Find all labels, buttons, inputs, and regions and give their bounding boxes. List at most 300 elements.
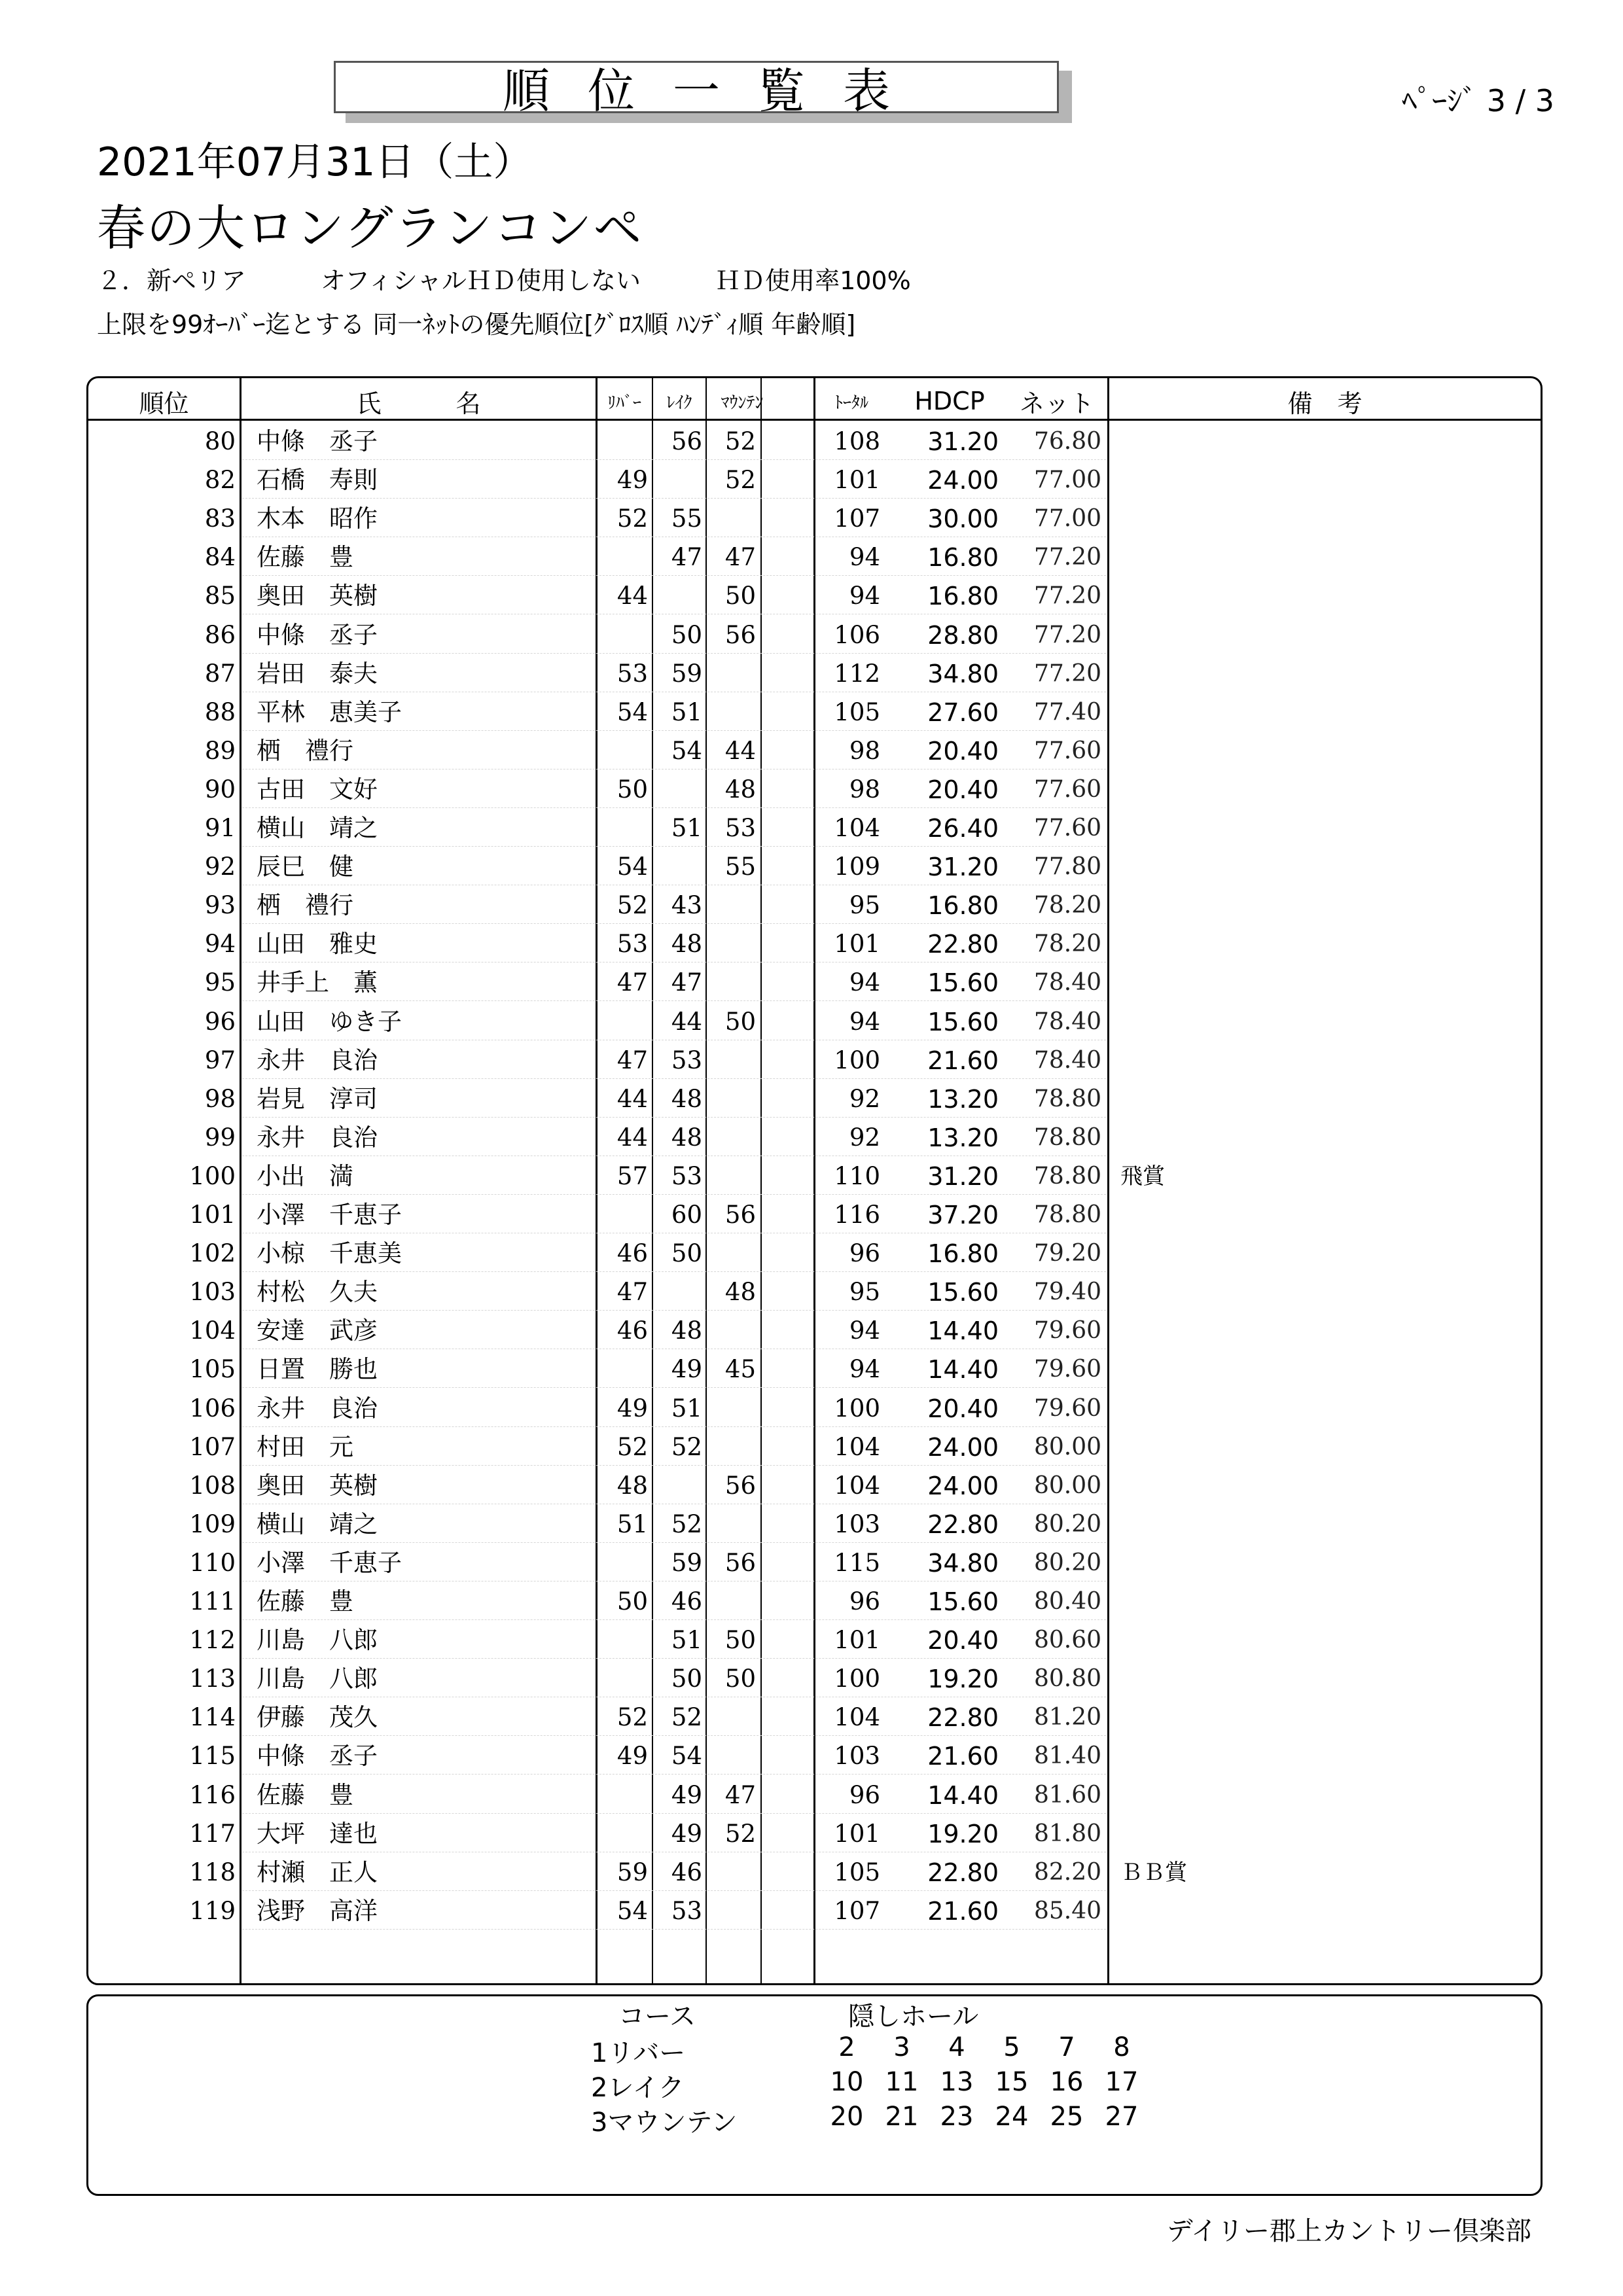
hdcp-value: 24.00 — [927, 1471, 999, 1500]
total-score: 115 — [834, 1548, 880, 1577]
rank-cell: 117 — [189, 1819, 236, 1848]
player-name: 大坪 達也 — [257, 1819, 378, 1848]
hdcp-value: 15.60 — [927, 1587, 999, 1616]
player-name: 安達 武彦 — [257, 1316, 378, 1345]
course3-score: 56 — [724, 1548, 756, 1577]
course2-score: 52 — [671, 1703, 702, 1732]
total-score: 100 — [834, 1046, 880, 1074]
player-name: 岩田 泰夫 — [257, 659, 378, 688]
rank-cell: 89 — [204, 736, 236, 765]
table-row — [0, 1312, 1623, 1351]
hdcp-value: 21.60 — [927, 1896, 999, 1926]
rank-cell: 115 — [189, 1742, 236, 1771]
course1-score: 51 — [616, 1510, 648, 1538]
net-score: 78.80 — [1033, 1201, 1101, 1228]
total-score: 98 — [849, 736, 880, 765]
hdcp-value: 15.60 — [927, 1007, 999, 1036]
net-score: 77.20 — [1033, 621, 1101, 648]
page-number: ﾍﾟｰｼﾞ 3 / 3 — [1402, 83, 1554, 118]
rank-cell: 108 — [189, 1471, 236, 1500]
row-separator — [242, 1387, 1106, 1388]
net-score: 79.60 — [1033, 1356, 1101, 1383]
hdcp-value: 37.20 — [927, 1201, 999, 1229]
net-score: 80.00 — [1033, 1472, 1101, 1499]
total-score: 104 — [834, 1471, 880, 1500]
hdcp-value: 31.20 — [927, 853, 999, 882]
course3-score: 55 — [724, 853, 756, 881]
course1-score: 52 — [616, 1703, 648, 1732]
table-row — [0, 848, 1623, 887]
net-score: 77.20 — [1033, 660, 1101, 687]
net-score: 78.20 — [1033, 892, 1101, 919]
course-label: 3マウンテン — [591, 2108, 738, 2138]
hdcp-value: 14.40 — [927, 1355, 999, 1385]
net-score: 77.80 — [1033, 853, 1101, 881]
course1-score: 50 — [616, 775, 648, 804]
player-name: 永井 良治 — [257, 1394, 378, 1422]
net-score: 77.60 — [1033, 737, 1101, 764]
row-separator — [242, 1542, 1106, 1543]
table-row — [0, 1157, 1623, 1196]
row-separator — [242, 807, 1106, 808]
hdcp-value: 22.80 — [927, 1510, 999, 1539]
total-score: 95 — [849, 1278, 880, 1307]
total-score: 105 — [834, 698, 880, 726]
course2-score: 48 — [671, 1084, 702, 1113]
table-row — [0, 1235, 1623, 1273]
player-name: 栖 禮行 — [257, 891, 353, 920]
hidden-hole-number: 10 — [830, 2067, 864, 2097]
player-name: 奥田 英樹 — [257, 1471, 378, 1500]
course3-score: 52 — [724, 466, 756, 495]
table-row — [0, 1390, 1623, 1428]
player-name: 中條 丞子 — [257, 1742, 378, 1771]
total-score: 96 — [849, 1780, 880, 1809]
total-score: 101 — [834, 466, 880, 495]
row-separator — [242, 730, 1106, 731]
row-separator — [242, 1310, 1106, 1311]
course2-score: 46 — [671, 1587, 702, 1616]
player-name: 横山 靖之 — [257, 814, 378, 842]
player-name: 村瀬 正人 — [257, 1858, 378, 1886]
hidden-hole-number: 5 — [1003, 2032, 1020, 2062]
table-row — [0, 1196, 1623, 1235]
course1-score: 59 — [616, 1858, 648, 1886]
rank-cell: 88 — [204, 698, 236, 726]
course3-score: 47 — [724, 1780, 756, 1809]
course2-score: 43 — [671, 891, 702, 920]
hdcp-value: 30.00 — [927, 504, 999, 534]
row-separator — [242, 1271, 1106, 1272]
course2-score: 50 — [671, 620, 702, 649]
total-score: 103 — [834, 1510, 880, 1538]
course3-score: 56 — [724, 1471, 756, 1500]
total-score: 109 — [834, 853, 880, 881]
table-row — [0, 1042, 1623, 1080]
table-row — [0, 655, 1623, 694]
course2-score: 49 — [671, 1780, 702, 1809]
hidden-hole-number: 17 — [1105, 2067, 1139, 2097]
player-name: 小出 満 — [257, 1161, 353, 1190]
hdcp-value: 16.80 — [927, 1239, 999, 1269]
course2-score: 48 — [671, 1123, 702, 1152]
player-name: 横山 靖之 — [257, 1510, 378, 1538]
hdcp-value: 31.20 — [927, 427, 999, 456]
table-row — [0, 1467, 1623, 1506]
hidden-hole-number: 27 — [1105, 2102, 1139, 2132]
hidden-hole-number: 15 — [995, 2067, 1029, 2097]
total-score: 92 — [849, 1123, 880, 1152]
course1-score: 44 — [616, 582, 648, 610]
player-name: 永井 良治 — [257, 1123, 378, 1152]
hdcp-value: 22.80 — [927, 930, 999, 959]
course3-score: 52 — [724, 427, 756, 455]
column-header-rank: 順位 — [139, 389, 189, 418]
rank-cell: 83 — [204, 504, 236, 533]
hdcp-value: 14.40 — [927, 1316, 999, 1346]
player-name: 小澤 千恵子 — [257, 1201, 402, 1229]
course2-score: 49 — [671, 1355, 702, 1384]
course1-score: 54 — [616, 698, 648, 726]
row-separator — [242, 459, 1106, 460]
course1-score: 49 — [616, 1742, 648, 1771]
course-info-box — [86, 1994, 1543, 2196]
table-row — [0, 1737, 1623, 1776]
course2-score: 56 — [671, 427, 702, 455]
course1-score: 54 — [616, 853, 648, 881]
rank-cell: 98 — [204, 1084, 236, 1113]
rank-cell: 95 — [204, 968, 236, 997]
course2-score: 60 — [671, 1201, 702, 1229]
player-name: 石橋 寿則 — [257, 466, 378, 495]
rank-cell: 85 — [204, 582, 236, 610]
course1-score: 49 — [616, 1394, 648, 1422]
tie-break-rules: 上限を99ｵｰﾊﾞｰ迄とする 同一ﾈｯﾄの優先順位[ｸﾞﾛｽ順 ﾊﾝﾃﾞｨ順 年齢順] — [97, 310, 856, 339]
event-name: 春の大ロングランコンペ — [97, 200, 643, 256]
net-score: 81.60 — [1033, 1781, 1101, 1809]
table-row — [0, 1815, 1623, 1854]
total-score: 101 — [834, 1626, 880, 1655]
rank-cell: 113 — [189, 1665, 236, 1693]
course1-score: 44 — [616, 1084, 648, 1113]
course2-score: 51 — [671, 698, 702, 726]
course1-score: 52 — [616, 504, 648, 533]
net-score: 82.20 — [1033, 1858, 1101, 1886]
total-score: 100 — [834, 1394, 880, 1422]
course1-score: 53 — [616, 930, 648, 959]
hidden-hole-number: 20 — [830, 2102, 864, 2132]
net-score: 77.00 — [1033, 505, 1101, 533]
rank-cell: 109 — [189, 1510, 236, 1538]
rank-cell: 93 — [204, 891, 236, 920]
rank-cell: 96 — [204, 1007, 236, 1036]
total-score: 98 — [849, 775, 880, 804]
table-row — [0, 1776, 1623, 1815]
title-box — [334, 61, 1059, 118]
course1-score: 49 — [616, 466, 648, 495]
row-separator — [242, 1735, 1106, 1736]
total-score: 112 — [834, 659, 880, 688]
table-row — [0, 1080, 1623, 1119]
table-row — [0, 1660, 1623, 1699]
rank-cell: 102 — [189, 1239, 236, 1268]
rank-cell: 80 — [204, 427, 236, 455]
table-row — [0, 1699, 1623, 1737]
course2-score: 55 — [671, 504, 702, 533]
player-name: 山田 ゆき子 — [257, 1007, 402, 1036]
column-header-name: 氏 名 — [356, 389, 481, 418]
net-score: 85.40 — [1033, 1897, 1101, 1924]
row-separator — [242, 1194, 1106, 1195]
player-name: 佐藤 豊 — [257, 1587, 353, 1616]
hdcp-value: 13.20 — [927, 1123, 999, 1152]
course3-score: 45 — [724, 1355, 756, 1384]
rank-cell: 116 — [189, 1780, 236, 1809]
hdcp-value: 19.20 — [927, 1665, 999, 1694]
hdcp-value: 27.60 — [927, 698, 999, 727]
total-score: 105 — [834, 1858, 880, 1886]
hdcp-value: 26.40 — [927, 814, 999, 843]
table-row — [0, 500, 1623, 539]
total-score: 110 — [834, 1161, 880, 1190]
course2-score: 46 — [671, 1858, 702, 1886]
hdcp-value: 16.80 — [927, 891, 999, 921]
course2-score: 59 — [671, 1548, 702, 1577]
net-score: 78.80 — [1033, 1162, 1101, 1190]
column-header-hdcp: HDCP — [914, 387, 985, 415]
hidden-hole-number: 21 — [885, 2102, 919, 2132]
rank-cell: 86 — [204, 620, 236, 649]
course3-score: 56 — [724, 620, 756, 649]
hdcp-value: 22.80 — [927, 1858, 999, 1887]
hdcp-value: 13.20 — [927, 1084, 999, 1114]
column-header-course3: ﾏｳﾝﾃﾝ — [721, 393, 764, 413]
total-score: 92 — [849, 1084, 880, 1113]
table-row — [0, 577, 1623, 616]
course1-score: 46 — [616, 1239, 648, 1268]
note-cell: ＢＢ賞 — [1120, 1859, 1187, 1886]
hidden-hole-number: 3 — [893, 2032, 910, 2062]
table-row — [0, 771, 1623, 809]
net-score: 78.40 — [1033, 969, 1101, 997]
hdcp-value: 15.60 — [927, 1278, 999, 1307]
course2-score: 49 — [671, 1819, 702, 1848]
course1-score: 50 — [616, 1587, 648, 1616]
row-separator — [242, 1000, 1106, 1001]
row-separator — [242, 1813, 1106, 1814]
hidden-hole-number: 23 — [940, 2102, 974, 2132]
course2-score: 48 — [671, 1316, 702, 1345]
course3-score: 50 — [724, 1665, 756, 1693]
column-header-note: 備 考 — [1287, 389, 1363, 418]
hdcp-value: 34.80 — [927, 659, 999, 688]
row-separator — [242, 846, 1106, 847]
course3-score: 44 — [724, 736, 756, 765]
hidden-hole-number: 25 — [1050, 2102, 1084, 2132]
total-score: 103 — [834, 1742, 880, 1771]
hdcp-value: 22.80 — [927, 1703, 999, 1733]
course2-score: 54 — [671, 736, 702, 765]
net-score: 78.40 — [1033, 1046, 1101, 1074]
net-score: 81.40 — [1033, 1742, 1101, 1770]
rank-cell: 111 — [189, 1587, 236, 1616]
column-header-course1: ﾘﾊﾞｰ — [607, 393, 641, 413]
net-score: 80.60 — [1033, 1627, 1101, 1654]
rank-cell: 82 — [204, 466, 236, 495]
hidden-hole-number: 7 — [1058, 2032, 1075, 2062]
course2-score: 51 — [671, 1626, 702, 1655]
course2-score: 52 — [671, 1510, 702, 1538]
row-separator — [242, 1078, 1106, 1079]
row-separator — [242, 1619, 1106, 1620]
hdcp-value: 19.20 — [927, 1819, 999, 1848]
course1-score: 46 — [616, 1316, 648, 1345]
course1-score: 53 — [616, 659, 648, 688]
hidden-hole-number: 13 — [940, 2067, 974, 2097]
scoring-conditions: ２．新ペリア オフィシャルＨＤ使用しない ＨＤ使用率100% — [97, 266, 911, 295]
rank-cell: 107 — [189, 1432, 236, 1461]
player-name: 中條 丞子 — [257, 620, 378, 649]
course2-score: 47 — [671, 968, 702, 997]
course-label: 1リバー — [591, 2038, 686, 2068]
rank-cell: 110 — [189, 1548, 236, 1577]
rank-cell: 119 — [189, 1896, 236, 1925]
rank-cell: 118 — [189, 1858, 236, 1886]
player-name: 川島 八郎 — [257, 1665, 378, 1693]
course2-score: 50 — [671, 1665, 702, 1693]
net-score: 77.20 — [1033, 582, 1101, 610]
hidden-holes-header: 隠しホール — [848, 2002, 979, 2032]
total-score: 94 — [849, 1007, 880, 1036]
course-header: コース — [618, 2002, 696, 2032]
course2-score: 48 — [671, 930, 702, 959]
table-row — [0, 694, 1623, 732]
table-row — [0, 1003, 1623, 1042]
player-name: 村松 久夫 — [257, 1278, 378, 1307]
total-score: 94 — [849, 1316, 880, 1345]
table-row — [0, 1428, 1623, 1467]
table-row — [0, 423, 1623, 461]
total-score: 107 — [834, 504, 880, 533]
course2-score: 59 — [671, 659, 702, 688]
rank-cell: 105 — [189, 1355, 236, 1384]
rank-cell: 106 — [189, 1394, 236, 1422]
net-score: 77.40 — [1033, 698, 1101, 726]
table-row — [0, 1351, 1623, 1389]
row-separator — [242, 498, 1106, 499]
course3-score: 50 — [724, 1007, 756, 1036]
player-name: 辰巳 健 — [257, 853, 353, 881]
rank-cell: 112 — [189, 1626, 236, 1655]
table-row — [0, 964, 1623, 1002]
total-score: 104 — [834, 1432, 880, 1461]
course1-score: 47 — [616, 1278, 648, 1307]
rank-cell: 92 — [204, 853, 236, 881]
total-score: 94 — [849, 582, 880, 610]
player-name: 小椋 千恵美 — [257, 1239, 402, 1268]
rank-cell: 101 — [189, 1201, 236, 1229]
row-separator — [242, 1117, 1106, 1118]
rank-cell: 90 — [204, 775, 236, 804]
player-name: 浅野 高洋 — [257, 1896, 378, 1925]
course1-score: 57 — [616, 1161, 648, 1190]
player-name: 栖 禮行 — [257, 736, 353, 765]
hdcp-value: 28.80 — [927, 620, 999, 650]
total-score: 101 — [834, 1819, 880, 1848]
net-score: 80.40 — [1033, 1588, 1101, 1615]
player-name: 井手上 薫 — [257, 968, 378, 997]
net-score: 80.20 — [1033, 1510, 1101, 1538]
net-score: 77.60 — [1033, 775, 1101, 803]
hidden-hole-number: 4 — [948, 2032, 965, 2062]
net-score: 77.60 — [1033, 815, 1101, 841]
player-name: 村田 元 — [257, 1432, 353, 1461]
hdcp-value: 16.80 — [927, 582, 999, 611]
table-row — [0, 1583, 1623, 1621]
hidden-hole-number: 2 — [838, 2032, 855, 2062]
table-row — [0, 461, 1623, 500]
net-score: 78.80 — [1033, 1085, 1101, 1112]
hdcp-value: 16.80 — [927, 543, 999, 573]
net-score: 77.00 — [1033, 467, 1101, 494]
course3-score: 47 — [724, 543, 756, 572]
hdcp-value: 24.00 — [927, 1432, 999, 1462]
hdcp-value: 20.40 — [927, 736, 999, 766]
hdcp-value: 21.60 — [927, 1046, 999, 1075]
row-separator — [242, 1658, 1106, 1659]
note-cell: 飛賞 — [1120, 1163, 1165, 1190]
course1-score: 47 — [616, 1046, 648, 1074]
table-row — [0, 1854, 1623, 1892]
rank-cell: 99 — [204, 1123, 236, 1152]
player-name: 山田 雅史 — [257, 930, 378, 959]
rank-cell: 103 — [189, 1278, 236, 1307]
course2-score: 51 — [671, 1394, 702, 1422]
hdcp-value: 21.60 — [927, 1742, 999, 1771]
hdcp-value: 34.80 — [927, 1548, 999, 1578]
total-score: 108 — [834, 427, 880, 455]
hdcp-value: 24.00 — [927, 466, 999, 495]
hdcp-value: 20.40 — [927, 1626, 999, 1655]
player-name: 佐藤 豊 — [257, 543, 353, 572]
table-row — [0, 539, 1623, 577]
total-score: 94 — [849, 1355, 880, 1384]
net-score: 81.20 — [1033, 1704, 1101, 1731]
net-score: 79.20 — [1033, 1240, 1101, 1267]
net-score: 79.60 — [1033, 1394, 1101, 1422]
net-score: 77.20 — [1033, 544, 1101, 571]
total-score: 94 — [849, 543, 880, 572]
net-score: 78.20 — [1033, 930, 1101, 958]
table-row — [0, 1119, 1623, 1157]
table-row — [0, 1544, 1623, 1583]
hidden-hole-number: 24 — [995, 2102, 1029, 2132]
total-score: 94 — [849, 968, 880, 997]
hdcp-value: 14.40 — [927, 1780, 999, 1810]
total-score: 104 — [834, 1703, 880, 1732]
total-score: 95 — [849, 891, 880, 920]
player-name: 永井 良治 — [257, 1046, 378, 1074]
player-name: 古田 文好 — [257, 775, 378, 804]
player-name: 佐藤 豊 — [257, 1780, 353, 1809]
row-separator — [242, 575, 1106, 576]
hidden-hole-number: 11 — [885, 2067, 919, 2097]
column-header-net: ネット — [1019, 389, 1094, 418]
row-separator — [242, 653, 1106, 654]
course2-score: 47 — [671, 543, 702, 572]
row-separator — [242, 1465, 1106, 1466]
course2-score: 44 — [671, 1007, 702, 1036]
